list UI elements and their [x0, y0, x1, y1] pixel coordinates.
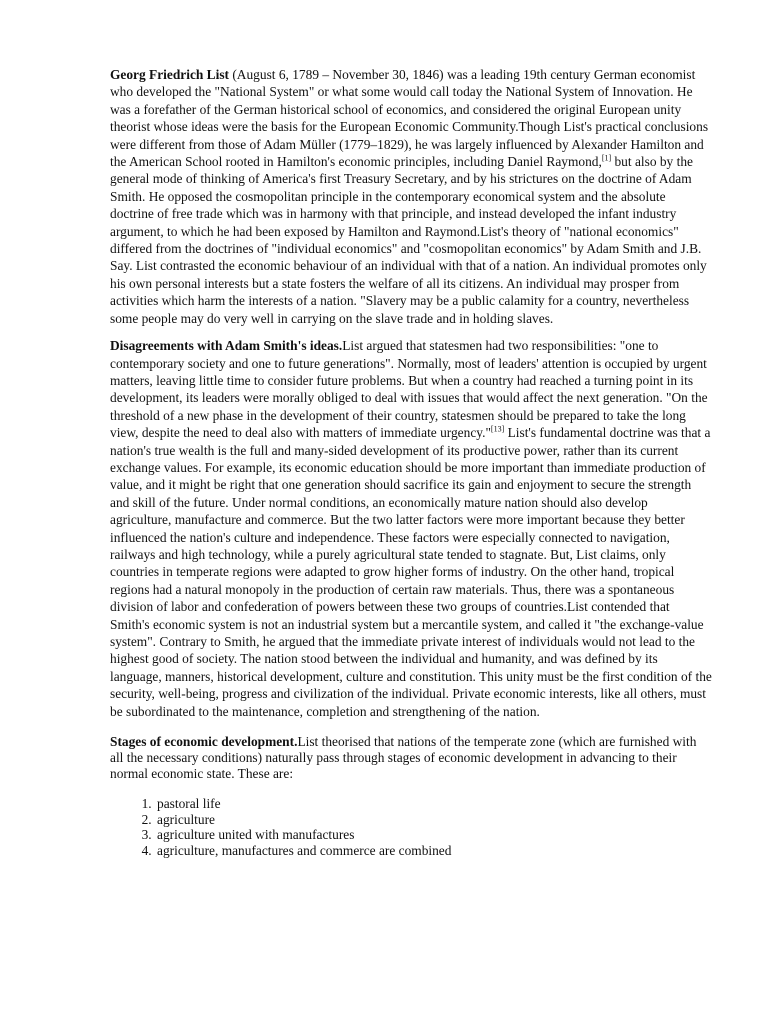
- paragraph-text: List theorised that nations of the temperate zone (which are furnished with all the necessary conditions) naturally pass through stages of economic development in advancing to their normal economic state. These are:: [110, 734, 697, 782]
- paragraph-text: List's fundamental doctrine was that a nation's true wealth is the full and many-sided development of its productive power, rather than its current exchange values. For example, its economic education should be more important than immediate production of value, and it might be right that one generation should sacrifice its gain and enjoyment to secure the strength and skill of the future. Under normal conditions, an economically mature nation should also develop agriculture, manufacture and commerce. But the two latter factors were more important because they better influenced the nation's culture and independence. These factors were especially connected to navigation, railways and high technology, while a purely agricultural state tended to stagnate. But, List claims, only countries in temperate regions were adapted to grow higher forms of industry. On the other hand, tropical regions had a natural monopoly in the production of certain raw materials. Thus, there was a spontaneous division of labor and confederation of powers between these two groups of countries.List contended that Smith's economic system is not an industrial system but a mercantile system, and called it "the exchange-value system". Contrary to Smith, he argued that the immediate private interest of individuals would not lead to the highest good of society. The nation stood between the individual and humanity, and was defined by its language, manners, historical development, culture and constitution. This unity must be the first condition of the security, well-being, progress and civilization of the individual. Private economic interests, like all others, must be subordinated to the maintenance, completion and strengthening of the nation.: [110, 425, 712, 719]
- footnote-reference[interactable]: [13]: [490, 424, 505, 434]
- paragraph-text: (August 6, 1789 – November 30, 1846) was a leading 19th century German economist who developed the "National System" or what some would call today the National System of Innovation. He was a forefather of the German historical school of economics, and considered the original European unity theorist whose ideas were the basis for the European Economic Community.Though List's practical conclusions were different from those of Adam Müller (1779–1829), he was largely influenced by Alexander Hamilton and the American School rooted in Hamilton's economic principles, including Daniel Raymond,: [110, 67, 709, 170]
- list-item: 2. agriculture: [155, 812, 712, 828]
- heading-disagreements: Disagreements with Adam Smith's ideas.: [110, 338, 343, 354]
- list-item: 4. agriculture, manufactures and commerce are combined: [155, 843, 712, 859]
- stages-list: [110, 796, 712, 858]
- heading-georg-friedrich-list: Georg Friedrich List: [110, 67, 229, 82]
- list-item: 1. pastoral life: [155, 796, 712, 812]
- footnote-reference[interactable]: [1]: [601, 153, 612, 163]
- paragraph-disagreements: [110, 337, 712, 720]
- paragraph-text: List argued that statesmen had two responsibilities: "one to contemporary society and one to future generations". Normally, most of leaders' attention is occupied by urgent matters, leaving little time to consider future problems. But when a country had reached a turning point in its development, its leaders were morally obliged to deal with issues that would affect the next generation. "On the threshold of a new phase in the development of their country, statesmen should be prepared to take the long view, despite the need to deal also with matters of immediate urgency.": [110, 338, 708, 441]
- heading-stages: Stages of economic development.: [110, 734, 298, 750]
- paragraph-text: but also by the general mode of thinking of America's first Treasury Secretary, and by his strictures on the doctrine of Adam Smith. He opposed the cosmopolitan principle in the contemporary economical system and the absolute doctrine of free trade which was in harmony with that principle, and instead developed the infant industry argument, to which he had been exposed by Hamilton and Raymond.List's theory of "national economics" differed from the doctrines of "individual economics" and "cosmopolitan economics" by Adam Smith and J.B. Say. List contrasted the economic behaviour of an individual with that of a nation. An individual promotes only his own personal interests but a state fosters the welfare of all its citizens. An individual may prosper from activities which harm the interests of a nation. "Slavery may be a public calamity for a country, nevertheless some people may do very well in carrying on the slave trade and in holding slaves.: [110, 154, 707, 326]
- list-item: 3. agriculture united with manufactures: [155, 827, 712, 843]
- paragraph-list-biography: [110, 66, 712, 327]
- paragraph-stages: [110, 734, 712, 782]
